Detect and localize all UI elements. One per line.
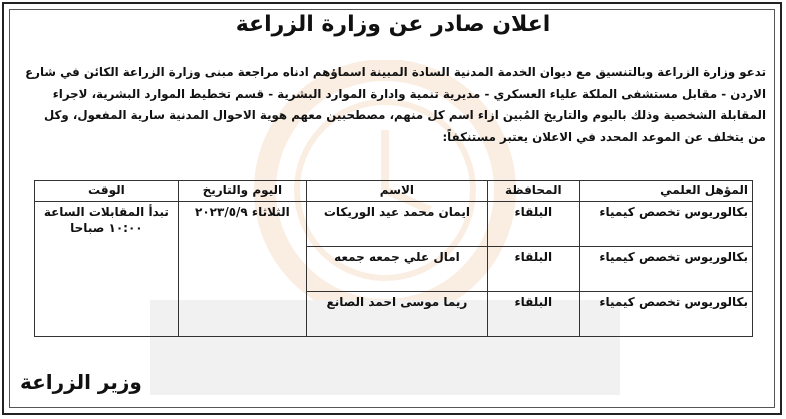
header-date: اليوم والتاريخ — [178, 181, 306, 202]
notice-body-line: الاردن - مقابل مستشفى الملكة علياء العسكري - مديرية تنمية وادارة الموارد البشرية - قسم تخطيط الموارد البشرية، لاجراء — [52, 86, 766, 101]
interview-table — [34, 180, 753, 337]
notice-body-line: تدعو وزارة الزراعة وبالتنسيق مع ديوان الخدمة المدنية السادة المبينة اسماؤهم ادناه مراجعة مبنى وزارة الزراعة الكائن في شارع — [25, 65, 766, 79]
header-qualification: المؤهل العلمي — [579, 181, 752, 202]
cell-time: تبدأ المقابلات الساعة ١٠:٠٠ صباحا — [35, 202, 179, 337]
header-governorate: المحافظة — [487, 181, 579, 202]
cell-qualification: بكالوريوس تخصص كيمياء — [579, 247, 752, 292]
notice-body-line: من يتخلف عن الموعد المحدد في الاعلان يعتبر مستنكفاً: — [442, 129, 766, 144]
cell-name: امال علي جمعه جمعه — [306, 247, 487, 292]
cell-governorate: البلقاء — [487, 292, 579, 337]
cell-name: ريما موسى احمد الصانع — [306, 292, 487, 337]
cell-qualification: بكالوريوس تخصص كيمياء — [579, 292, 752, 337]
table-row — [35, 202, 753, 247]
cell-name: ايمان محمد عيد الوريكات — [306, 202, 487, 247]
header-name: الاسم — [306, 181, 487, 202]
cell-governorate: البلقاء — [487, 247, 579, 292]
cell-qualification: بكالوريوس تخصص كيمياء — [579, 202, 752, 247]
notice-body-line: المقابلة الشخصية وذلك باليوم والتاريخ المُبين ازاء اسم كل منهم، مصطحبين معهم هوية الاحوال المدنية سارية المفعول، وكل — [44, 108, 766, 122]
cell-date: الثلاثاء ٢٠٢٣/٥/٩ — [178, 202, 306, 337]
header-time: الوقت — [35, 181, 179, 202]
minister-signature: وزير الزراعة — [20, 370, 142, 394]
notice-body — [20, 62, 766, 148]
cell-governorate: البلقاء — [487, 202, 579, 247]
notice-title: اعلان صادر عن وزارة الزراعة — [235, 12, 551, 37]
table-header-row — [35, 181, 753, 202]
